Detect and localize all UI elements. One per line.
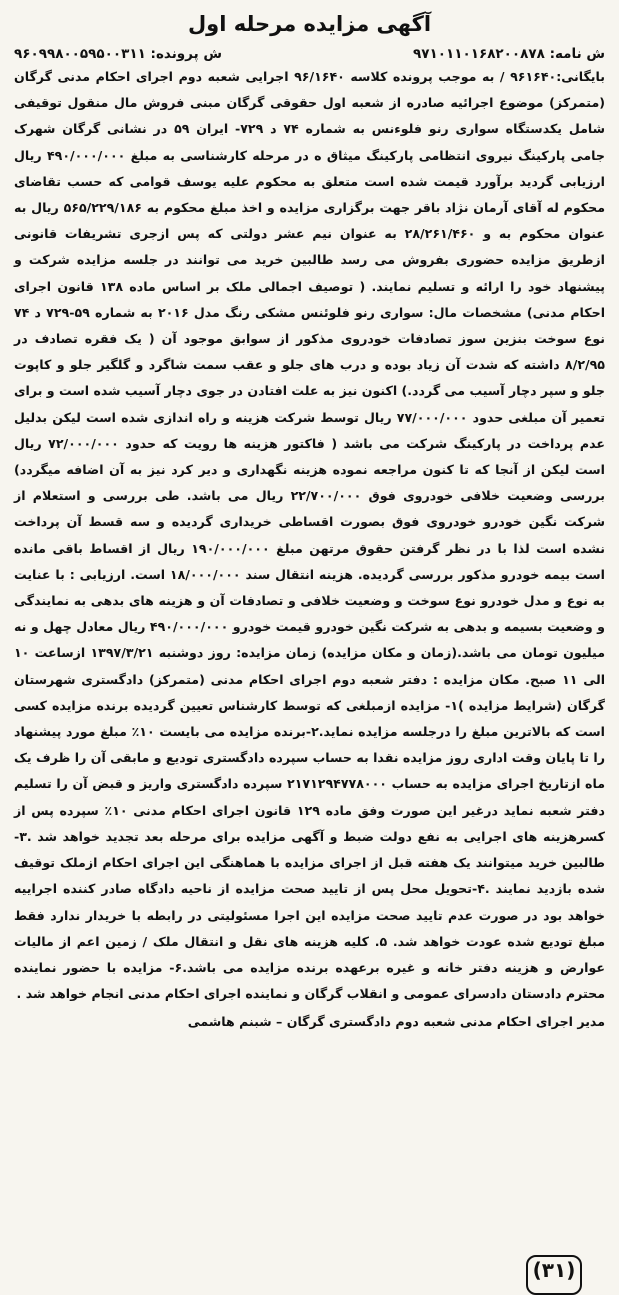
reference-numbers [14, 46, 605, 62]
ad-number-badge: (۳۱) [526, 1255, 582, 1295]
notice-body: بایگانی:۹۶۱۶۴۰ / به موجب پرونده کلاسه ۹۶/۱۶۴۰ اجرایی شعبه دوم اجرای احکام مدنی گرگان (متمرکز) موضوع اجرائیه صادره از شعبه اول حقوقی گرگان مبنی فروش مال منقول توقیفی شامل یکدستگاه سواری رنو فلوءنس به شماره ۷۴ د ۷۲۹- ایران ۵۹ در نشانی گرگان شهرک جامی پارکینگ نیروی انتظامی پارکینگ میثاق ه در مرحله کارشناسی به مبلغ ۴۹۰/۰۰۰/۰۰۰ ریال ارزیابی گردید برآورد قیمت شده است متعلق به محکوم علیه یوسف قوامی که حسب تقاضای محکوم له آقای آرمان نژاد باقر جهت برگزاری مزایده و اخذ مبلغ محکوم به ۵۶۵/۲۲۹/۱۸۶ ریال به عنوان محکوم به و ۲۸/۲۶۱/۴۶۰ به عنوان نیم عشر دولتی که پس ازجری تشریفات قانونی ازطریق مزایده حضوری بفروش می رسد طالبین خرید می توانند در جلسه مزایده شرکت و پیشنهاد خود را ارائه و تسلیم نمایند. ( توصیف اجمالی ملک بر اساس ماده ۱۳۸ قانون اجرای احکام مدنی) مشخصات مال: سواری رنو فلوئنس مشکی رنگ مدل ۲۰۱۶ به شماره ۵۹-۷۲۹ د ۷۴ نوع سوخت بنزین سوز تصادفات خودروی مذکور از سوابق موجود آن ( یک فقره تصادف در ۸/۲/۹۵ داشته که شدت آن زیاد بوده و درب های جلو و عقب سمت شاگرد و گلگیر جلو و کاپوت جلو و سپر دچار آسیب می گردد.) اکنون نیز به علت افتادن در جوی دچار آسیب شده است و برای تعمیر آن مبلغی حدود ۷۷/۰۰۰/۰۰۰ ریال توسط شرکت هزینه و راه اندازی شده است لیکن بدلیل عدم پرداخت در پارکینگ شرکت می باشد ( فاکتور هزینه ها رویت که حدود ۷۲/۰۰۰/۰۰۰ ریال است لیکن از آنجا که تا کنون مراجعه نموده هزینه نگهداری و دیر کرد نیز به آن اضافه میگردد) بررسی وضعیت خلافی خودروی فوق ۲۲/۷۰۰/۰۰۰ ریال می باشد. طی بررسی و استعلام از شرکت نگین خودرو خودروی فوق بصورت اقساطی خریداری گردیده و سه قسط آن پرداخت نشده است لذا با در نظر گرفتن حقوق مرتهن مبلغ ۱۹۰/۰۰۰/۰۰۰ ریال از اقساط باقی مانده است بیمه خودرو مذکور بررسی گردیده. هزینه انتقال سند ۱۸/۰۰۰/۰۰۰ است. ارزیابی : با عنایت به نوع و مدل خودرو نوع سوخت و وضعیت خلافی و تصادفات آن و هزینه های بدهی به نمایندگی و وضعیت بسیمه و بدهی به شرکت نگین خودرو قیمت خودرو ۴۹۰/۰۰۰/۰۰۰ ریال معادل چهل و نه میلیون تومان می باشد.(زمان و مکان مزایده) زمان مزایده: روز دوشنبه ۱۳۹۷/۳/۲۱ ازساعت ۱۰ الی ۱۱ صبح. مکان مزایده : دفتر شعبه دوم اجرای احکام مدنی (متمرکز) دادگستری شهرستان گرگان (شرایط مزایده )۱- مزایده ازمبلغی که توسط کارشناس تعیین گردیده برنده مزایده کسی است که بالاترین مبلغ را درجلسه مزایده نماید.۲-برنده مزایده می بایست ۱۰٪ مبلغ مورد پیشنهاد را تا پایان وقت اداری روز مزایده نقدا به حساب سپرده دادگستری تودیع و مابقی آن را ظرف یک ماه ازتاریخ اجرای مزایده به حساب ۲۱۷۱۲۹۴۷۷۸۰۰۰ سپرده دادگستری واریز و قبض آن را تسلیم دفتر شعبه نماید درغیر این صورت وفق ماده ۱۲۹ قانون اجرای احکام مدنی ۱۰٪ سپرده پس از کسرهزینه های اجرایی به نفع دولت ضبط و آگهی مزایده برای مرحله بعد تجدید خواهد شد .۳-طالبین خرید میتوانند یک هفته قبل از اجرای مزایده با هماهنگی این اجرای احکام ازملک توقیف شده بازدید نمایند .۴-تحویل محل پس از تایید صحت مزایده از ناحیه دادگاه صادر کننده اجراییه خواهد بود در صورت عدم تایید صحت مزایده این اجرا مسئولیتی در رابطه با خریدار ندارد فقط مبلغ تودیع شده عودت خواهد شد. ۵. کلیه هزینه های نقل و انتقال ملک / زمین اعم از مالیات عوارض و هزینه دفتر خانه و غیره برعهده برنده مزایده می باشد.۶- مزایده با حضور نماینده محترم دادستان دادسرای عمومی و انقلاب گرگان و نماینده اجرای احکام مدنی انجام خواهد شد . [14, 69, 606, 1002]
notice-title: آگهی مزایده مرحله اول [187, 12, 432, 36]
case-number: ش نامه: ۹۷۱۰۱۱۰۱۶۸۲۰۰۸۷۸ [413, 46, 605, 62]
file-number: ش پرونده: ۹۶۰۹۹۸۰۰۵۹۵۰۰۳۱۱ [14, 46, 222, 62]
signature-line: مدیر اجرای احکام مدنی شعبه دوم دادگستری گرگان – شبنم هاشمی [187, 1014, 605, 1030]
